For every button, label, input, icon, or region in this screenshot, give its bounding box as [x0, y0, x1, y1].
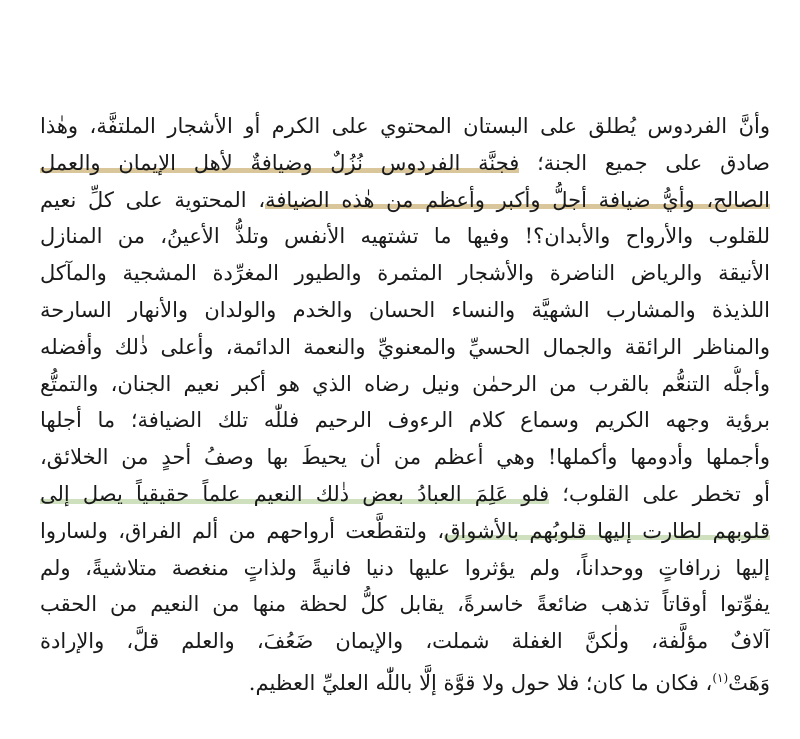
arabic-text-block: [40, 108, 770, 697]
highlight-green: فلو عَلِمَ العبادُ بعض ذٰلك النعيم علماً حقيقياً يصل إلى: [40, 481, 550, 506]
text-line-14: يفوِّتوا أوقاتاً تذهب ضائعةً خاسرةً، يقابل كلُّ لحظة منها من النعيم من الحقب: [40, 592, 770, 617]
text-line-12: قلوبهم لطارت إليها قلوبُهم بالأشواق، ولتقطَّعت أرواحهم من ألم الفراق، ولساروا: [40, 518, 770, 543]
text-line-10: وأجملها وأدومها وأكملها! وهي أعظم من أن يحيطَ بها وصفُ أحدٍ من الخلائق،: [40, 445, 770, 470]
footnote-marker[interactable]: (١): [712, 670, 729, 685]
text-line-3: الصالح، وأيُّ ضيافة أجلُّ وأكبر وأعظم من هٰذه الضيافة، المحتوية على كلِّ نعيم: [40, 187, 770, 212]
text-line-6: اللذيذة والمشارب الشهيَّة والنساء الحسان والخدم والولدان والأنهار السارحة: [40, 297, 770, 322]
text-line-13: إليها زرافاتٍ ووحداناً، ولم يؤثروا عليها دنيا فانيةً ولذاتٍ منغصة متلاشيةً، ولم: [40, 555, 770, 580]
highlight-green: قلوبهم لطارت إليها قلوبُهم بالأشواق: [444, 518, 770, 543]
text-line-15: آلافٌ مؤلَّفة، ولٰكنَّ الغفلة شملت، والإيمان ضَعُفَ، والعلم قلَّ، والإرادة: [40, 629, 770, 654]
text-line-16: وَهَتْ$^{(١)}$، فكان ما كان؛ فلا حول ولا قوَّة إلَّا باللّٰه العليِّ العظيم.: [248, 670, 770, 695]
text-line-7: والمناظر الرائقة والجمال الحسيِّ والمعنويِّ والنعمة الدائمة، وأعلى ذٰلك وأفضله: [40, 334, 770, 359]
text-line-2: صادق على جميع الجنة؛ فجنَّة الفردوس نُزُلٌ وضيافةٌ لأهل الإيمان والعمل: [40, 150, 770, 175]
text-line-8: وأجلُّه التنعُّم بالقرب من الرحمٰن ونيل رضاه الذي هو أكبر نعيم الجنان، والتمتُّع: [40, 371, 770, 396]
highlight-tan: فجنَّة الفردوس نُزُلٌ وضيافةٌ لأهل الإيمان والعمل: [40, 150, 520, 175]
text-line-1: وأنَّ الفردوس يُطلق على البستان المحتوي على الكرم أو الأشجار الملتفَّة، وهٰذا: [40, 114, 770, 138]
text-line-9: برؤية وجهه الكريم وسماع كلام الرءوف الرحيم فللّٰه تلك الضيافة؛ ما أجلها: [40, 408, 770, 433]
text-line-4: للقلوب والأرواح والأبدان؟! وفيها ما تشتهيه الأنفس وتلذُّ الأعينُ، من المنازل: [40, 224, 770, 249]
text-line-5: الأنيقة والرياض الناضرة والأشجار المثمرة والطيور المغرِّدة المشجية والمآكل: [40, 261, 770, 286]
text-line-11: أو تخطر على القلوب؛ فلو عَلِمَ العبادُ بعض ذٰلك النعيم علماً حقيقياً يصل إلى: [40, 481, 770, 506]
highlight-tan: الصالح، وأيُّ ضيافة أجلُّ وأكبر وأعظم من هٰذه الضيافة: [265, 187, 770, 212]
